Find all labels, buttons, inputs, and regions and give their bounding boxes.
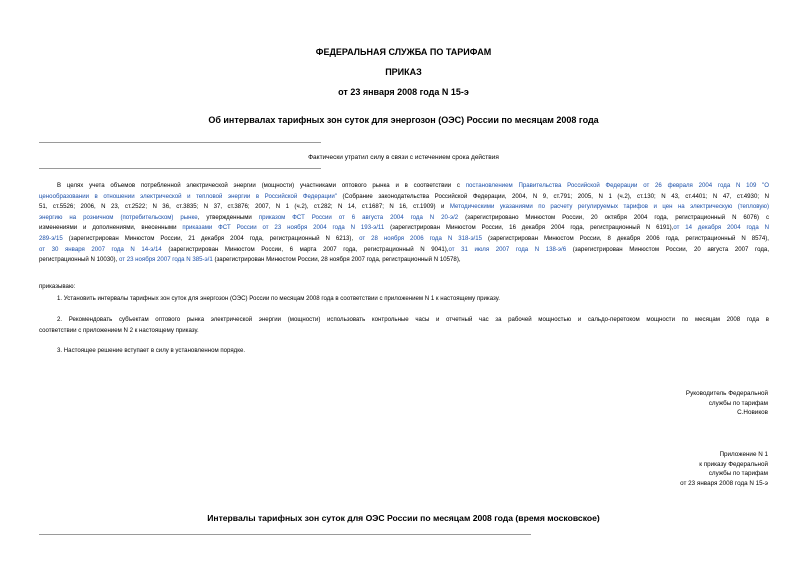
appendix-header [680, 450, 768, 488]
link-order-14-e-14[interactable]: от 30 января 2007 года N 14-э/14 [39, 245, 162, 253]
signature-name: С.Новиков [737, 409, 768, 416]
agency-heading: ФЕДЕРАЛЬНАЯ СЛУЖБА ПО ТАРИФАМ [315, 47, 492, 57]
preamble-text: (зарегистрирован Минюстом России, 28 ноября 2007 года, регистрационный N 10578), [212, 256, 461, 264]
preamble-line-8 [39, 255, 769, 266]
link-order-289-e-15[interactable]: от 14 декабря 2004 года N [673, 224, 769, 232]
preamble-text: (зарегистрирован Минюстом России, 16 декабря 2004 года, регистрационный N 6191), [384, 224, 674, 232]
preamble-text: , утвержденными [197, 213, 259, 221]
preamble-line-2 [39, 192, 769, 203]
preamble-text: (зарегистрировано Минюстом России, 20 октября 2004 года, регистрационный N 6076) с [458, 213, 769, 221]
order-item-2 [39, 315, 769, 336]
signature-position: Руководитель Федеральной [685, 390, 768, 397]
preamble-text: (зарегистрирован Минюстом России, 8 декабря 2006 года, регистрационный N 8574), [482, 234, 769, 242]
doc-type-heading: ПРИКАЗ [385, 67, 422, 77]
document-title: Об интервалах тарифных зон суток для энергозон (ОЭС) России по месяцам 2008 года [208, 115, 599, 125]
appendix-ref-line-1: к приказу Федеральной [699, 460, 768, 468]
preamble-text: (зарегистрирован Минюстом России, 20 августа 2007 года, [566, 245, 769, 253]
appendix-title: Интервалы тарифных зон суток для ОЭС России по месяцам 2008 года (время московское) [207, 513, 600, 523]
divider-top [39, 142, 321, 143]
link-methodical-guidelines[interactable]: Методическими указаниями по расчету регулируемых тарифов и цен на электрическую (тепловую) [449, 203, 769, 211]
link-order-318-e-15[interactable]: от 28 ноября 2006 года N 318-э/15 [359, 234, 483, 242]
date-number-heading: от 23 января 2008 года N 15-э [338, 87, 469, 97]
link-order-138-e-6[interactable]: от 31 июля 2007 года N 138-э/6 [448, 245, 567, 253]
preamble-text: В целях учета объемов потребленной электрической энергии (мощности) участниками оптового рынка и в соответствии с [57, 182, 466, 189]
preamble-line-4 [39, 213, 769, 224]
link-order-20-e-2[interactable]: приказом ФСТ России от 6 августа 2004 года N 20-э/2 [258, 213, 459, 221]
appendix-ref-date: от 23 января 2008 года N 15-э [680, 479, 768, 487]
preamble-line-3 [39, 202, 769, 213]
preamble-text: (зарегистрирован Минюстом России, 21 декабря 2004 года, регистрационный N 6213), [62, 234, 360, 242]
link-order-193-e-11[interactable]: приказами ФСТ России от 23 ноября 2004 года N 193-э/11 [182, 224, 385, 232]
order-word: приказываю: [39, 283, 76, 290]
appendix-number: Приложение N 1 [719, 451, 768, 458]
preamble-text: (Собрание законодательства Российской Федерации, 2004, N 9, ст.791; 2005, N 1 (ч.2), ст.130; N 43, ст.4401; N 47, ст.4930; N [336, 192, 769, 200]
preamble-line-7 [39, 245, 769, 256]
appendix-ref-line-2: службы по тарифам [708, 470, 768, 477]
preamble-line-1 [39, 181, 769, 192]
signature-block [686, 389, 768, 418]
order-item-3: 3. Настоящее решение вступает в силу в установленном порядке. [57, 347, 246, 354]
preamble-line-6 [39, 234, 769, 245]
status-note: Фактически утратил силу в связи с истечением срока действия [308, 154, 499, 161]
link-government-decree[interactable]: постановлением Правительства Российской Федерации от 26 февраля 2004 года N 109 "О [465, 182, 769, 189]
order-item-1: 1. Установить интервалы тарифных зон суток для энергозон (ОЭС) России по месяцам 2008 года в соответствии с приложением N 1 к настоящему приказу. [57, 295, 500, 302]
link-methodical-guidelines-cont[interactable]: энергию на розничном (потребительском) рынке [39, 213, 198, 221]
signature-agency: службы по тарифам [708, 399, 768, 407]
link-government-decree-cont[interactable]: ценообразовании в отношении электрической и тепловой энергии в Российской Федерации" [39, 192, 337, 200]
preamble-text: 51, ст.5526; 2006, N 23, ст.2522; N 36, ст.3835; N 37, ст.3876; 2007, N 1 (ч.2), ст.282; N 14, ст.1687; N 16, ст.1909) и [39, 203, 450, 211]
preamble-text: изменениями и дополнениями, внесенными [39, 224, 183, 232]
order-item-2-line-1: 2. Рекомендовать субъектам оптового рынка электрической энергии (мощности) использовать контрольные часы и отчетный час за рабочей мощностью и сальдо-перетоком мощности по месяцам 2008 года в [57, 316, 769, 323]
preamble-line-5 [39, 223, 769, 234]
link-order-289-e-15-cont[interactable]: 289-э/15 [39, 234, 63, 242]
divider-appendix [39, 534, 531, 535]
link-order-385-e-1[interactable]: от 23 ноября 2007 года N 385-э/1 [118, 256, 213, 264]
preamble-text: (зарегистрирован Минюстом России, 6 марта 2007 года, регистрационный N 9041), [161, 245, 449, 253]
preamble-text: регистрационный N 10030), [39, 256, 119, 264]
preamble-paragraph [39, 181, 769, 266]
order-item-2-line-2: соответствии с приложением N 2 к настоящему приказу. [39, 326, 199, 334]
divider-bottom [39, 168, 321, 169]
